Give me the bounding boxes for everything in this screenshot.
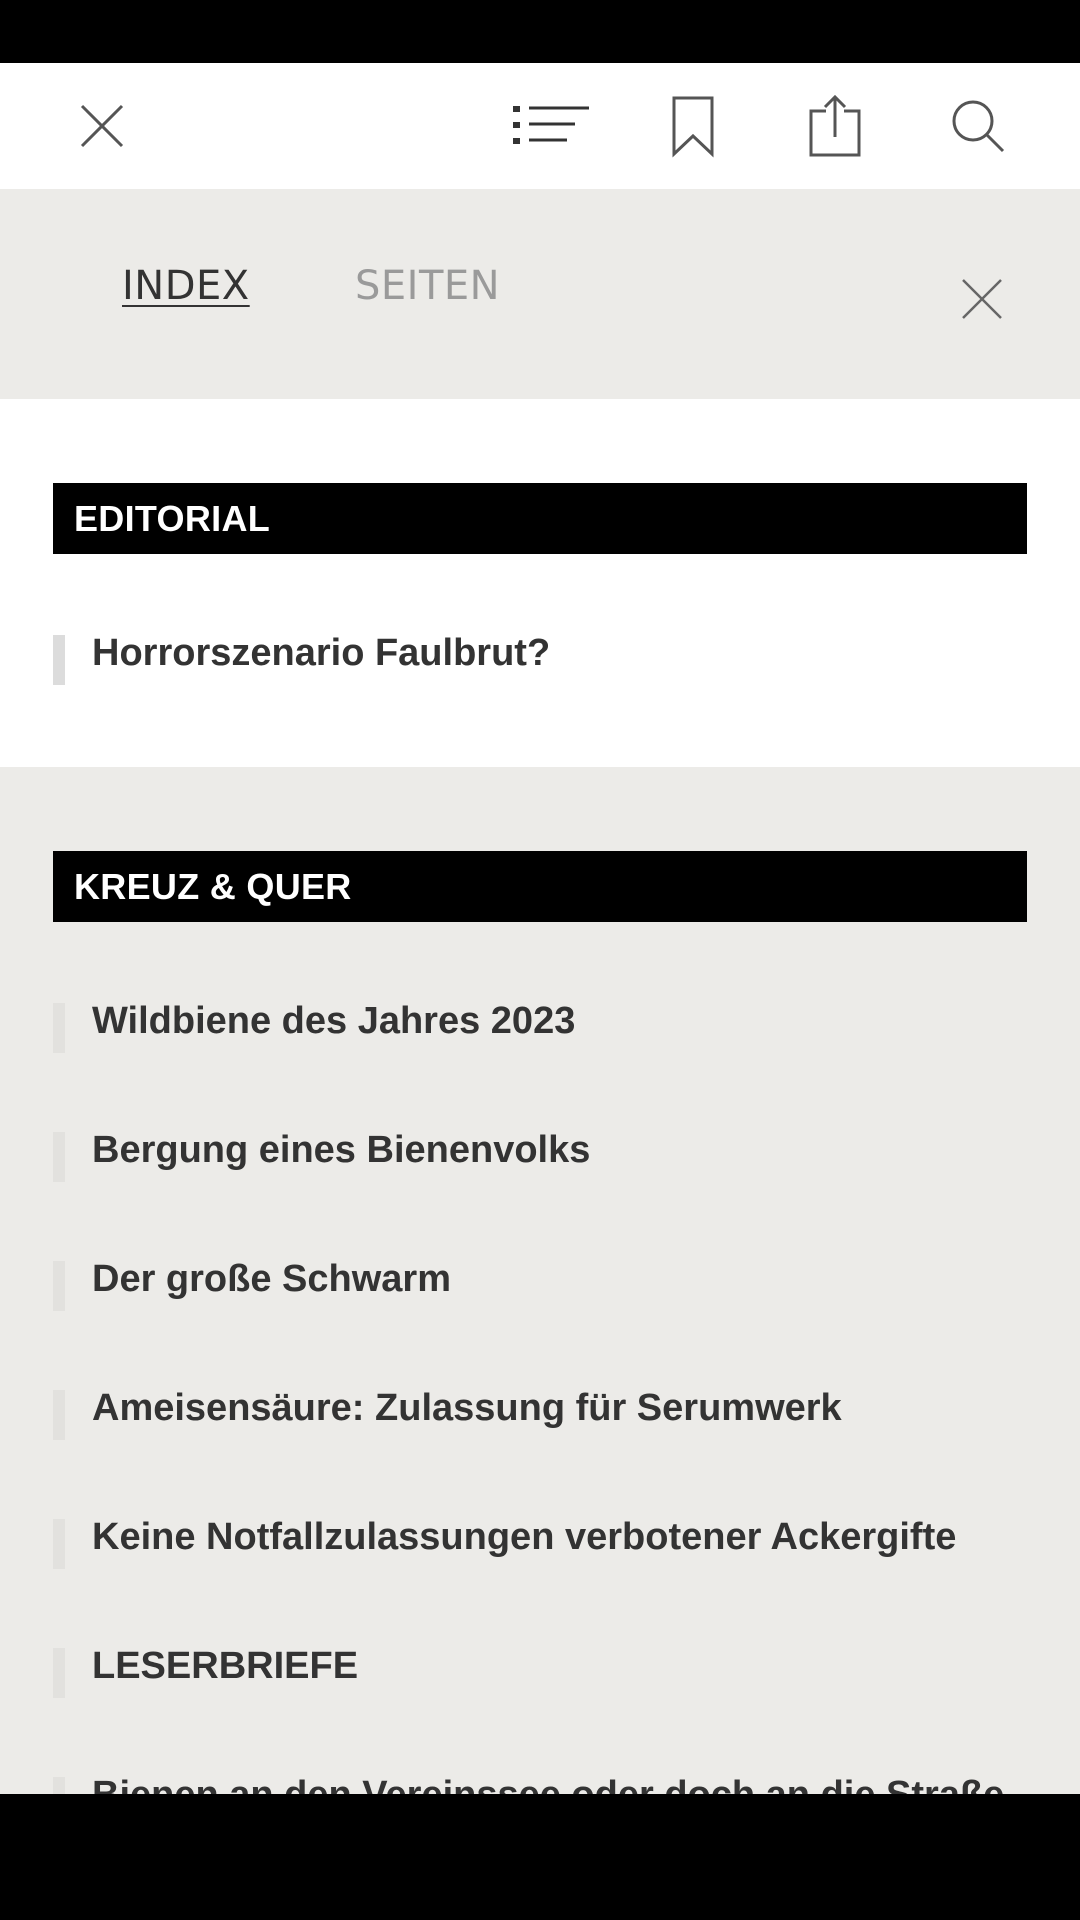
article-item[interactable] [0,624,1080,753]
article-item[interactable] [0,1379,1080,1508]
table-of-contents-button[interactable] [496,63,606,189]
tabs-bar [0,189,1080,399]
article-list [0,992,1080,1895]
article-list [0,624,1080,753]
list-icon [511,104,591,148]
article-marker [53,1390,65,1440]
tab-index[interactable]: INDEX [122,263,250,309]
article-marker [53,635,65,685]
status-bar [0,0,1080,63]
article-title: Ameisensäure: Zulassung für Serumwerk [92,1387,842,1429]
article-marker [53,1648,65,1698]
index-content[interactable] [0,399,1080,1794]
navigation-bar [0,1794,1080,1920]
bookmark-icon [671,96,715,156]
top-toolbar [0,63,1080,189]
search-icon [951,99,1005,153]
tab-seiten[interactable]: SEITEN [355,263,501,309]
share-button[interactable] [780,63,890,189]
article-item[interactable] [0,992,1080,1121]
article-title: Horrorszenario Faulbrut? [92,632,551,674]
article-marker [53,1261,65,1311]
article-item[interactable] [0,1508,1080,1637]
article-title: Der große Schwarm [92,1258,451,1300]
article-title: Bergung eines Bienenvolks [92,1129,591,1171]
search-button[interactable] [923,63,1033,189]
article-item[interactable] [0,1250,1080,1379]
article-marker [53,1003,65,1053]
article-item[interactable] [0,1121,1080,1250]
section-header [53,851,1027,922]
article-item[interactable] [0,1637,1080,1766]
article-title: LESERBRIEFE [92,1645,359,1687]
bookmark-button[interactable] [638,63,748,189]
article-title: Keine Notfallzulassungen verbotener Ackergifte [92,1516,957,1558]
share-icon [808,95,862,157]
section-editorial [0,399,1080,767]
close-button[interactable] [47,63,157,189]
section-title: KREUZ & QUER [74,865,352,907]
close-index-button[interactable] [952,269,1012,329]
section-kreuz-und-quer [0,767,1080,1867]
article-marker [53,1132,65,1182]
close-icon [961,278,1003,320]
article-marker [53,1519,65,1569]
section-header [53,483,1027,554]
section-title: EDITORIAL [74,497,271,539]
close-icon [78,102,126,150]
article-title: Wildbiene des Jahres 2023 [92,1000,576,1042]
